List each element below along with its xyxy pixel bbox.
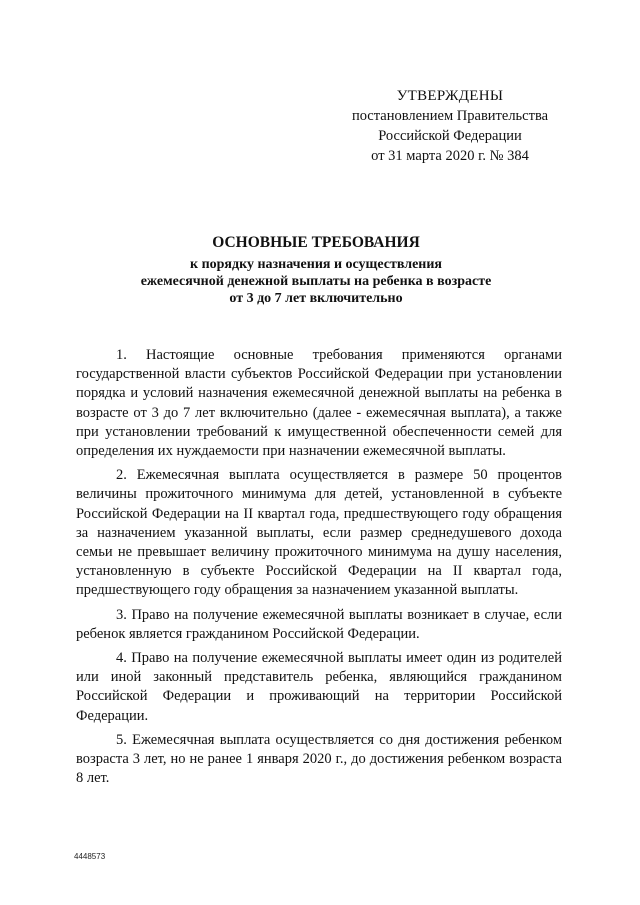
- approval-line-federation: Российской Федерации: [378, 128, 522, 144]
- document-heading: [70, 232, 562, 307]
- paragraph-4: 4. Право на получение ежемесячной выплаты имеет один из родителей или иной законный представитель ребенка, являющийся гражданином Российской Федерации и проживающий на территории Российской Федерации.: [76, 650, 562, 724]
- document-code: 4448573: [74, 852, 106, 861]
- approval-line-date: от 31 марта 2020 г. № 384: [371, 148, 529, 164]
- approval-block: [340, 86, 560, 166]
- document-body: [76, 346, 562, 793]
- approval-line-decree: постановлением Правительства: [351, 108, 549, 124]
- document-subtitle-line-3: от 3 до 7 лет включительно: [229, 291, 403, 306]
- approval-title: УТВЕРЖДЕНЫ: [396, 88, 504, 104]
- document-subtitle-line-1: к порядку назначения и осуществления: [190, 257, 442, 272]
- document-title: ОСНОВНЫЕ ТРЕБОВАНИЯ: [212, 234, 420, 251]
- paragraph-5: 5. Ежемесячная выплата осуществляется со дня достижения ребенком возраста 3 лет, но не ранее 1 января 2020 г., до достижения ребенком возраста 8 лет.: [76, 731, 562, 787]
- paragraph-3: 3. Право на получение ежемесячной выплаты возникает в случае, если ребенок является гражданином Российской Федерации.: [76, 606, 562, 642]
- paragraph-2: 2. Ежемесячная выплата осуществляется в размере 50 процентов величины прожиточного минимума для детей, установленной в субъекте Российской Федерации на II квартал года, предшествующего году обращения за назначением указанной выплаты, если размер среднедушевого дохода семьи не превышает величину прожиточного минимума на душу населения, установленную в субъекте Российской Федерации на II квартал года, предшествующего году обращения за назначением указанной выплаты.: [76, 467, 562, 599]
- document-subtitle-line-2: ежемесячной денежной выплаты на ребенка в возрасте: [140, 274, 492, 289]
- paragraph-1: 1. Настоящие основные требования применяются органами государственной власти субъектов Российской Федерации при установлении порядка и условий назначения ежемесячной денежной выплаты на ребенка в возрасте от 3 до 7 лет включительно (далее - ежемесячная выплата), а также при установлении требований к имущественной обеспеченности семей для определения их нуждаемости при назначении ежемесячной выплаты.: [76, 347, 562, 460]
